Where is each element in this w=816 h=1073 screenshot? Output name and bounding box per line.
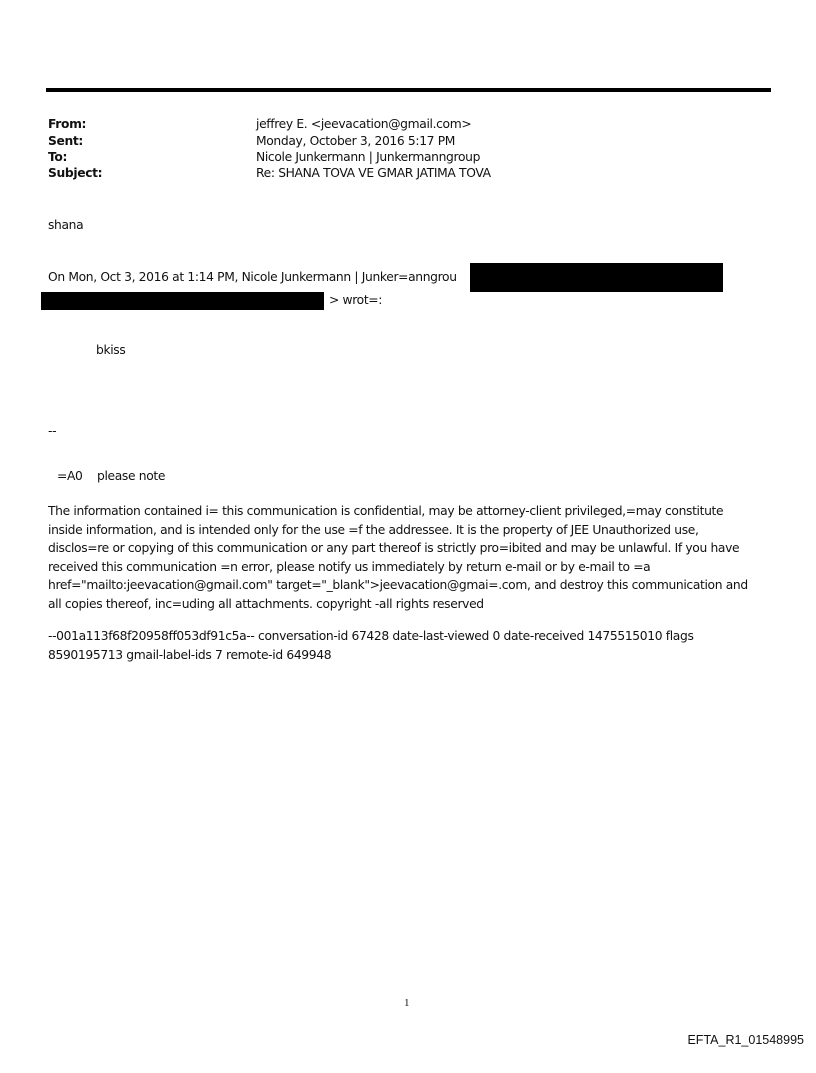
page-number: 1 <box>404 997 410 1009</box>
reply-text: shana <box>48 218 84 232</box>
redaction-box <box>41 292 324 310</box>
sent-label: Sent: <box>48 134 83 148</box>
from-label: From: <box>48 117 87 131</box>
disclaimer-paragraph: The information contained i= this communication is confidential, may be attorney-client privileged,=may constitute inside information, and is intended only for the use =f the addressee. It is the property of JEE Unauthorized use, disclos=re or copying of this communication or any part thereof is strictly pro=ibited and may be unlawful. If you have received this communication =n error, please notify us immediately by return e-mail or by e-mail to =a href="mailto:jeevacation@gmail.com" target="_blank">jeevacation@gmai=.com, and destroy this communication and all copies thereof, inc=uding all attachments. copyright -all rights reserved <box>48 504 748 611</box>
to-label: To: <box>48 150 68 164</box>
please-note: please note <box>97 469 166 483</box>
quote-wrote: > wrot=: <box>329 293 383 307</box>
from-value: jeffrey E. <jeevacation@gmail.com> <box>256 117 472 131</box>
signature-dashes: -- <box>48 424 57 438</box>
a0-marker: =A0 <box>57 469 83 483</box>
quote-intro: On Mon, Oct 3, 2016 at 1:14 PM, Nicole Junkermann | Junker=anngrou <box>48 270 457 284</box>
to-value: Nicole Junkermann | Junkermanngroup <box>256 150 481 164</box>
metadata-paragraph: --001a113f68f20958ff053df91c5a-- conversation-id 67428 date-last-viewed 0 date-received 1475515010 flags 8590195713 gmail-label-ids 7 remote-id 649948 <box>48 629 694 662</box>
quoted-text: bkiss <box>96 343 126 357</box>
bates-number: EFTA_R1_01548995 <box>687 1033 804 1047</box>
redaction-box <box>470 263 723 292</box>
subject-value: Re: SHANA TOVA VE GMAR JATIMA TOVA <box>256 166 491 180</box>
sent-value: Monday, October 3, 2016 5:17 PM <box>256 134 456 148</box>
subject-label: Subject: <box>48 166 103 180</box>
header-rule <box>46 88 771 92</box>
